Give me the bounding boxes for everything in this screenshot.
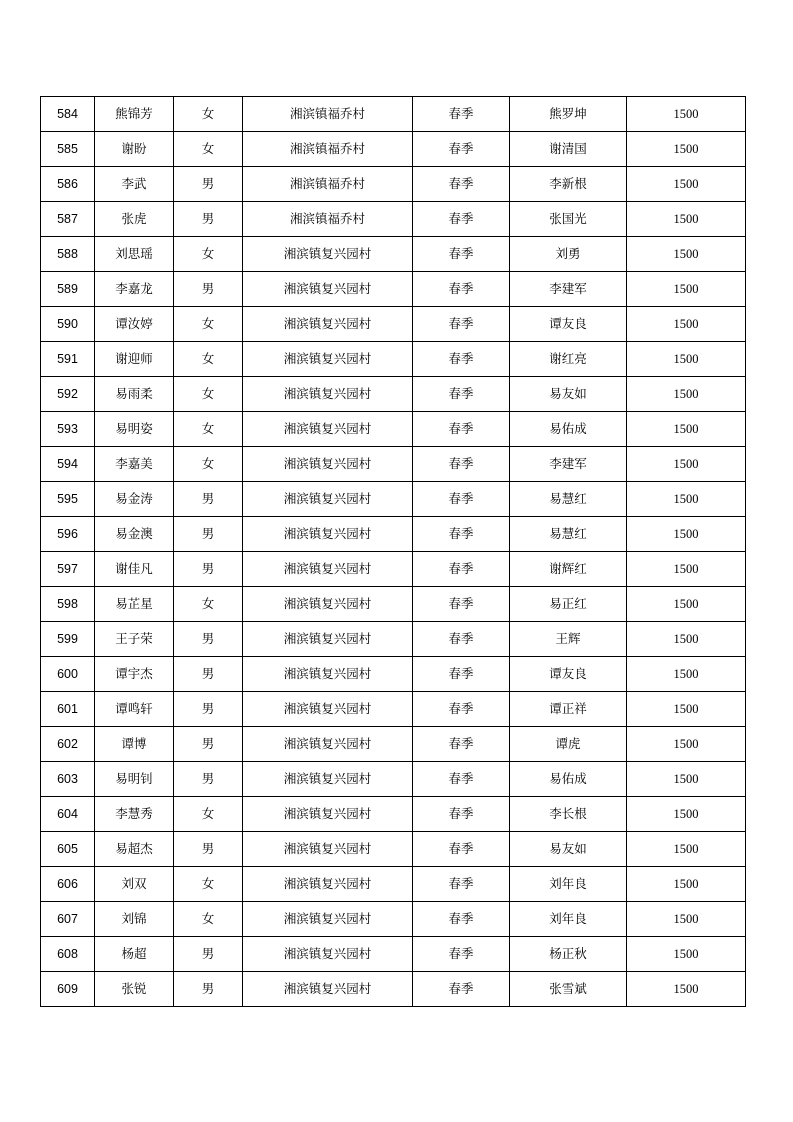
table-row	[41, 482, 746, 517]
serial-number-cell: 601	[41, 692, 95, 727]
address-cell: 湘滨镇复兴园村	[243, 552, 413, 587]
table-row	[41, 412, 746, 447]
gender-cell: 女	[174, 342, 243, 377]
gender-cell: 男	[174, 517, 243, 552]
address-cell: 湘滨镇复兴园村	[243, 937, 413, 972]
student-name-cell: 刘思瑶	[95, 237, 174, 272]
guardian-name-cell: 熊罗坤	[510, 97, 627, 132]
table-row	[41, 727, 746, 762]
address-cell: 湘滨镇复兴园村	[243, 342, 413, 377]
address-cell: 湘滨镇复兴园村	[243, 307, 413, 342]
student-name-cell: 张锐	[95, 972, 174, 1007]
student-name-cell: 易金澳	[95, 517, 174, 552]
amount-cell: 1500	[627, 167, 746, 202]
amount-cell: 1500	[627, 797, 746, 832]
table-row	[41, 307, 746, 342]
guardian-name-cell: 谭友良	[510, 307, 627, 342]
address-cell: 湘滨镇复兴园村	[243, 692, 413, 727]
semester-cell: 春季	[413, 587, 510, 622]
serial-number-cell: 598	[41, 587, 95, 622]
semester-cell: 春季	[413, 167, 510, 202]
gender-cell: 女	[174, 867, 243, 902]
student-name-cell: 刘锦	[95, 902, 174, 937]
amount-cell: 1500	[627, 132, 746, 167]
amount-cell: 1500	[627, 412, 746, 447]
guardian-name-cell: 易慧红	[510, 482, 627, 517]
gender-cell: 女	[174, 587, 243, 622]
serial-number-cell: 585	[41, 132, 95, 167]
gender-cell: 男	[174, 762, 243, 797]
semester-cell: 春季	[413, 307, 510, 342]
semester-cell: 春季	[413, 552, 510, 587]
student-name-cell: 李武	[95, 167, 174, 202]
semester-cell: 春季	[413, 517, 510, 552]
gender-cell: 男	[174, 972, 243, 1007]
gender-cell: 女	[174, 377, 243, 412]
amount-cell: 1500	[627, 692, 746, 727]
table-row	[41, 552, 746, 587]
student-name-cell: 易雨柔	[95, 377, 174, 412]
semester-cell: 春季	[413, 832, 510, 867]
table-row	[41, 657, 746, 692]
guardian-name-cell: 易友如	[510, 377, 627, 412]
semester-cell: 春季	[413, 97, 510, 132]
address-cell: 湘滨镇复兴园村	[243, 972, 413, 1007]
table-row	[41, 902, 746, 937]
student-name-cell: 王子荣	[95, 622, 174, 657]
semester-cell: 春季	[413, 447, 510, 482]
gender-cell: 男	[174, 272, 243, 307]
amount-cell: 1500	[627, 937, 746, 972]
address-cell: 湘滨镇复兴园村	[243, 377, 413, 412]
gender-cell: 女	[174, 97, 243, 132]
table-row	[41, 272, 746, 307]
student-name-cell: 易明钊	[95, 762, 174, 797]
semester-cell: 春季	[413, 902, 510, 937]
guardian-name-cell: 刘年良	[510, 902, 627, 937]
student-name-cell: 易超杰	[95, 832, 174, 867]
serial-number-cell: 595	[41, 482, 95, 517]
guardian-name-cell: 易佑成	[510, 412, 627, 447]
student-name-cell: 刘双	[95, 867, 174, 902]
gender-cell: 男	[174, 692, 243, 727]
serial-number-cell: 587	[41, 202, 95, 237]
gender-cell: 男	[174, 657, 243, 692]
student-name-cell: 李慧秀	[95, 797, 174, 832]
table-row	[41, 797, 746, 832]
semester-cell: 春季	[413, 482, 510, 517]
serial-number-cell: 591	[41, 342, 95, 377]
address-cell: 湘滨镇复兴园村	[243, 902, 413, 937]
serial-number-cell: 607	[41, 902, 95, 937]
address-cell: 湘滨镇复兴园村	[243, 482, 413, 517]
serial-number-cell: 593	[41, 412, 95, 447]
semester-cell: 春季	[413, 622, 510, 657]
serial-number-cell: 609	[41, 972, 95, 1007]
table-row	[41, 97, 746, 132]
guardian-name-cell: 谢清国	[510, 132, 627, 167]
table-row	[41, 937, 746, 972]
guardian-name-cell: 刘年良	[510, 867, 627, 902]
table-row	[41, 622, 746, 657]
semester-cell: 春季	[413, 202, 510, 237]
table-row	[41, 972, 746, 1007]
guardian-name-cell: 谢辉红	[510, 552, 627, 587]
address-cell: 湘滨镇复兴园村	[243, 412, 413, 447]
guardian-name-cell: 李长根	[510, 797, 627, 832]
table-row	[41, 587, 746, 622]
gender-cell: 女	[174, 307, 243, 342]
amount-cell: 1500	[627, 762, 746, 797]
guardian-name-cell: 谭友良	[510, 657, 627, 692]
gender-cell: 女	[174, 132, 243, 167]
address-cell: 湘滨镇复兴园村	[243, 727, 413, 762]
amount-cell: 1500	[627, 972, 746, 1007]
guardian-name-cell: 谢红亮	[510, 342, 627, 377]
address-cell: 湘滨镇福乔村	[243, 167, 413, 202]
gender-cell: 男	[174, 937, 243, 972]
serial-number-cell: 589	[41, 272, 95, 307]
gender-cell: 男	[174, 622, 243, 657]
gender-cell: 女	[174, 902, 243, 937]
student-name-cell: 谭博	[95, 727, 174, 762]
table-row	[41, 202, 746, 237]
address-cell: 湘滨镇复兴园村	[243, 587, 413, 622]
table-row	[41, 377, 746, 412]
amount-cell: 1500	[627, 867, 746, 902]
roster-body	[41, 97, 746, 1007]
guardian-name-cell: 王辉	[510, 622, 627, 657]
table-row	[41, 762, 746, 797]
amount-cell: 1500	[627, 447, 746, 482]
serial-number-cell: 604	[41, 797, 95, 832]
serial-number-cell: 605	[41, 832, 95, 867]
address-cell: 湘滨镇福乔村	[243, 202, 413, 237]
semester-cell: 春季	[413, 237, 510, 272]
address-cell: 湘滨镇复兴园村	[243, 622, 413, 657]
guardian-name-cell: 易佑成	[510, 762, 627, 797]
semester-cell: 春季	[413, 132, 510, 167]
guardian-name-cell: 李新根	[510, 167, 627, 202]
guardian-name-cell: 李建军	[510, 447, 627, 482]
guardian-name-cell: 易正红	[510, 587, 627, 622]
gender-cell: 女	[174, 447, 243, 482]
gender-cell: 女	[174, 412, 243, 447]
student-name-cell: 张虎	[95, 202, 174, 237]
serial-number-cell: 603	[41, 762, 95, 797]
amount-cell: 1500	[627, 202, 746, 237]
serial-number-cell: 590	[41, 307, 95, 342]
amount-cell: 1500	[627, 657, 746, 692]
guardian-name-cell: 张国光	[510, 202, 627, 237]
amount-cell: 1500	[627, 342, 746, 377]
serial-number-cell: 597	[41, 552, 95, 587]
address-cell: 湘滨镇复兴园村	[243, 797, 413, 832]
student-name-cell: 杨超	[95, 937, 174, 972]
student-name-cell: 熊锦芳	[95, 97, 174, 132]
serial-number-cell: 586	[41, 167, 95, 202]
semester-cell: 春季	[413, 762, 510, 797]
amount-cell: 1500	[627, 377, 746, 412]
address-cell: 湘滨镇福乔村	[243, 97, 413, 132]
table-row	[41, 517, 746, 552]
gender-cell: 男	[174, 552, 243, 587]
semester-cell: 春季	[413, 797, 510, 832]
semester-cell: 春季	[413, 867, 510, 902]
guardian-name-cell: 刘勇	[510, 237, 627, 272]
student-name-cell: 谢盼	[95, 132, 174, 167]
amount-cell: 1500	[627, 552, 746, 587]
amount-cell: 1500	[627, 307, 746, 342]
address-cell: 湘滨镇复兴园村	[243, 657, 413, 692]
serial-number-cell: 596	[41, 517, 95, 552]
guardian-name-cell: 易慧红	[510, 517, 627, 552]
serial-number-cell: 588	[41, 237, 95, 272]
semester-cell: 春季	[413, 727, 510, 762]
amount-cell: 1500	[627, 727, 746, 762]
amount-cell: 1500	[627, 622, 746, 657]
guardian-name-cell: 杨正秋	[510, 937, 627, 972]
student-name-cell: 李嘉美	[95, 447, 174, 482]
student-name-cell: 谢迎师	[95, 342, 174, 377]
gender-cell: 男	[174, 832, 243, 867]
guardian-name-cell: 易友如	[510, 832, 627, 867]
semester-cell: 春季	[413, 342, 510, 377]
guardian-name-cell: 谭虎	[510, 727, 627, 762]
gender-cell: 男	[174, 202, 243, 237]
guardian-name-cell: 李建军	[510, 272, 627, 307]
address-cell: 湘滨镇复兴园村	[243, 832, 413, 867]
table-row	[41, 132, 746, 167]
semester-cell: 春季	[413, 692, 510, 727]
table-row	[41, 692, 746, 727]
amount-cell: 1500	[627, 272, 746, 307]
table-row	[41, 867, 746, 902]
semester-cell: 春季	[413, 937, 510, 972]
amount-cell: 1500	[627, 902, 746, 937]
semester-cell: 春季	[413, 412, 510, 447]
roster-table	[40, 96, 746, 1007]
serial-number-cell: 592	[41, 377, 95, 412]
address-cell: 湘滨镇福乔村	[243, 132, 413, 167]
table-row	[41, 447, 746, 482]
student-name-cell: 谭宇杰	[95, 657, 174, 692]
semester-cell: 春季	[413, 272, 510, 307]
gender-cell: 男	[174, 167, 243, 202]
table-row	[41, 167, 746, 202]
address-cell: 湘滨镇复兴园村	[243, 517, 413, 552]
guardian-name-cell: 张雪斌	[510, 972, 627, 1007]
serial-number-cell: 608	[41, 937, 95, 972]
address-cell: 湘滨镇复兴园村	[243, 272, 413, 307]
table-row	[41, 237, 746, 272]
gender-cell: 女	[174, 237, 243, 272]
serial-number-cell: 600	[41, 657, 95, 692]
amount-cell: 1500	[627, 237, 746, 272]
student-name-cell: 易明姿	[95, 412, 174, 447]
guardian-name-cell: 谭正祥	[510, 692, 627, 727]
student-name-cell: 易芷星	[95, 587, 174, 622]
address-cell: 湘滨镇复兴园村	[243, 867, 413, 902]
student-name-cell: 李嘉龙	[95, 272, 174, 307]
amount-cell: 1500	[627, 832, 746, 867]
student-name-cell: 谭鸣轩	[95, 692, 174, 727]
address-cell: 湘滨镇复兴园村	[243, 762, 413, 797]
serial-number-cell: 584	[41, 97, 95, 132]
gender-cell: 男	[174, 727, 243, 762]
semester-cell: 春季	[413, 377, 510, 412]
semester-cell: 春季	[413, 657, 510, 692]
serial-number-cell: 599	[41, 622, 95, 657]
gender-cell: 男	[174, 482, 243, 517]
amount-cell: 1500	[627, 482, 746, 517]
amount-cell: 1500	[627, 97, 746, 132]
address-cell: 湘滨镇复兴园村	[243, 237, 413, 272]
student-name-cell: 易金涛	[95, 482, 174, 517]
amount-cell: 1500	[627, 587, 746, 622]
address-cell: 湘滨镇复兴园村	[243, 447, 413, 482]
semester-cell: 春季	[413, 972, 510, 1007]
student-name-cell: 谢佳凡	[95, 552, 174, 587]
serial-number-cell: 602	[41, 727, 95, 762]
table-row	[41, 832, 746, 867]
table-row	[41, 342, 746, 377]
serial-number-cell: 606	[41, 867, 95, 902]
student-name-cell: 谭汝婷	[95, 307, 174, 342]
gender-cell: 女	[174, 797, 243, 832]
amount-cell: 1500	[627, 517, 746, 552]
serial-number-cell: 594	[41, 447, 95, 482]
